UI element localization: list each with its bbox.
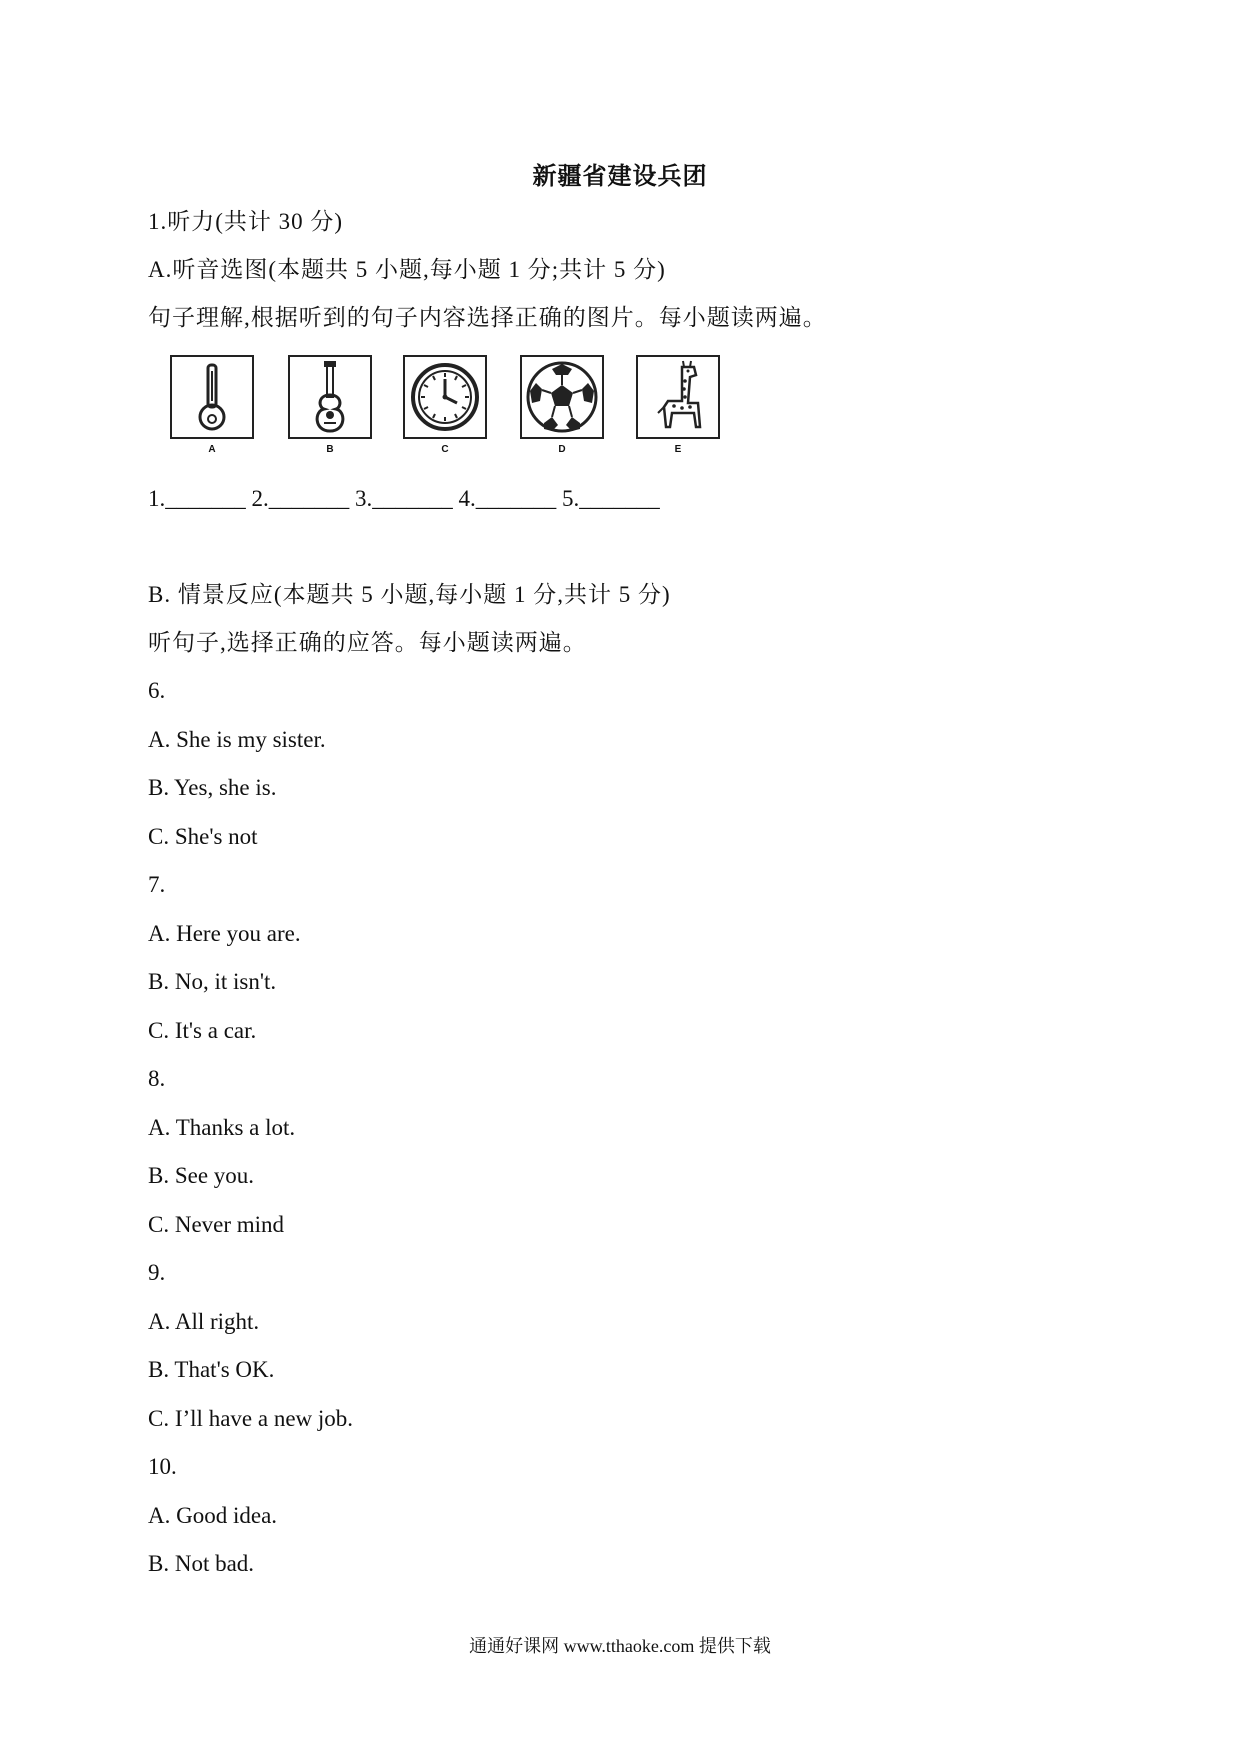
option-text: C. She's not	[148, 824, 258, 849]
option-text: A. Thanks a lot.	[148, 1115, 296, 1140]
option-text: A. All right.	[148, 1309, 260, 1334]
option-text: C. Never mind	[148, 1212, 285, 1237]
giraffe-icon	[638, 357, 718, 437]
option-text: C. It's a car.	[148, 1018, 257, 1043]
option-text: A. She is my sister.	[148, 727, 326, 752]
picture-option-c	[403, 355, 487, 455]
question-number: 6.	[148, 678, 166, 703]
section-heading: 1.听力(共计 30 分)	[148, 209, 344, 234]
option-text: A. Here you are.	[148, 921, 301, 946]
picture-option-e	[636, 355, 720, 455]
part-b-instruction: 听句子,选择正确的应答。每小题读两遍。	[148, 630, 587, 655]
picture-option-d	[520, 355, 604, 455]
picture-label: B	[326, 444, 334, 455]
key-icon	[172, 357, 252, 437]
question-number: 7.	[148, 872, 166, 897]
picture-option-b	[288, 355, 372, 455]
soccer-ball-icon	[522, 357, 602, 437]
option-text: B. Not bad.	[148, 1551, 255, 1576]
option-text: B. No, it isn't.	[148, 969, 277, 994]
picture-options	[170, 355, 730, 465]
answer-blanks: 1._______ 2._______ 3._______ 4._______ 5._______	[148, 486, 660, 511]
picture-label: D	[558, 444, 566, 455]
part-b-heading: B. 情景反应(本题共 5 小题,每小题 1 分,共计 5 分)	[148, 582, 671, 607]
guitar-icon	[290, 357, 370, 437]
picture-label: A	[208, 444, 216, 455]
option-text: B. See you.	[148, 1163, 255, 1188]
question-number: 9.	[148, 1260, 166, 1285]
option-text: C. I’ll have a new job.	[148, 1406, 354, 1431]
part-a-instruction: 句子理解,根据听到的句子内容选择正确的图片。每小题读两遍。	[148, 305, 827, 330]
page-title: 新疆省建设兵团	[532, 164, 708, 190]
page-footer: 通通好课网 www.tthaoke.com 提供下载	[469, 1636, 771, 1656]
option-text: A. Good idea.	[148, 1503, 278, 1528]
picture-label: E	[674, 444, 682, 455]
picture-label: C	[441, 444, 449, 455]
option-text: B. That's OK.	[148, 1357, 275, 1382]
option-text: B. Yes, she is.	[148, 775, 277, 800]
question-number: 10.	[148, 1454, 177, 1479]
part-a-heading: A.听音选图(本题共 5 小题,每小题 1 分;共计 5 分)	[148, 257, 666, 282]
clock-icon	[405, 357, 485, 437]
picture-option-a	[170, 355, 254, 455]
question-number: 8.	[148, 1066, 166, 1091]
